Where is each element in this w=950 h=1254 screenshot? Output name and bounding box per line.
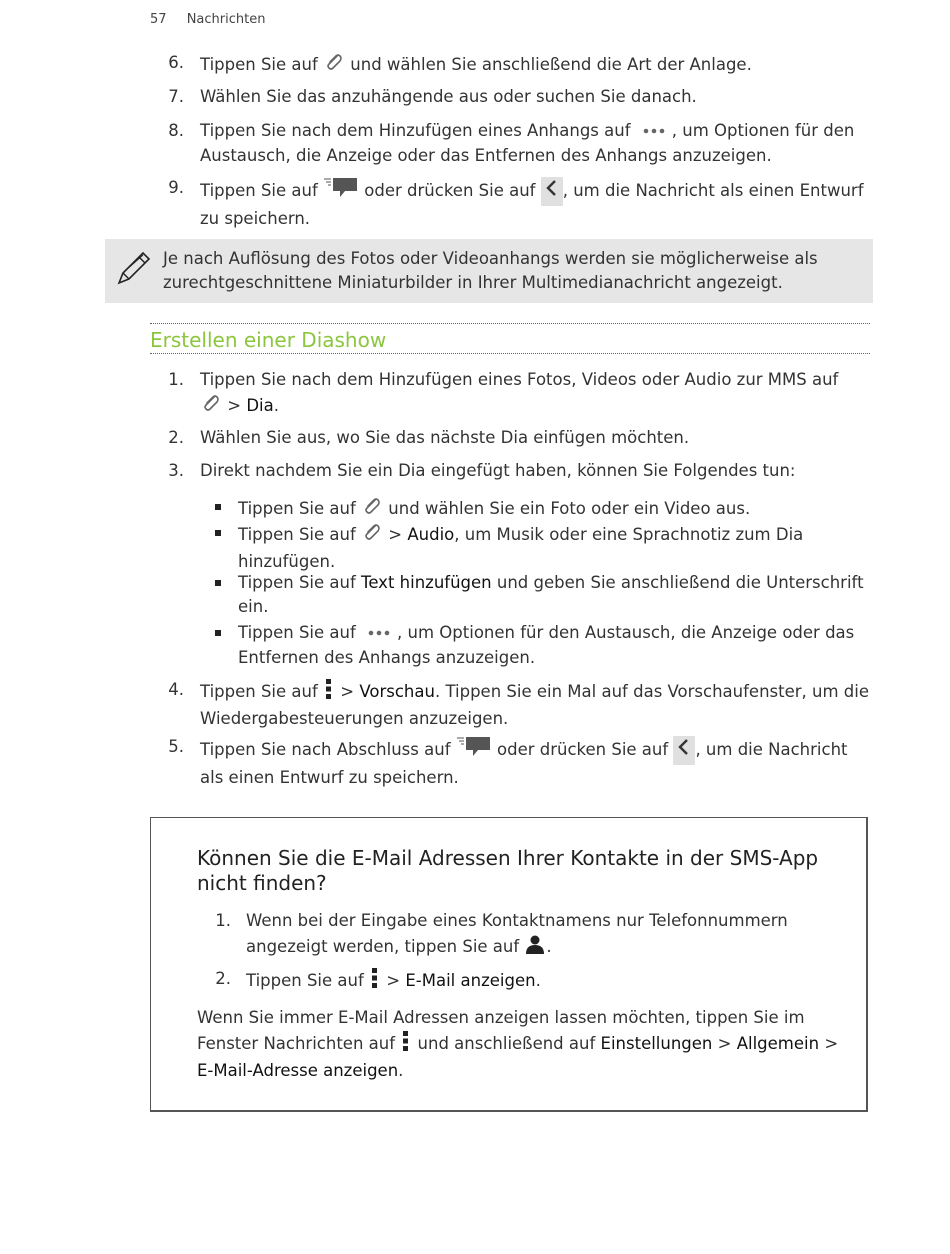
section-title: Erstellen einer Diashow xyxy=(150,328,387,352)
step-text-part: zu speichern. xyxy=(200,209,311,228)
bullet-marker xyxy=(215,630,221,636)
step-number: 3. xyxy=(168,461,184,480)
ui-term: E-Mail anzeigen xyxy=(405,971,536,990)
tip-paragraph-part: Wenn Sie immer E-Mail Adressen anzeigen lassen möchten, tippen Sie im xyxy=(197,1008,805,1027)
bullet-text-part: Tippen Sie auf xyxy=(238,573,362,592)
step-number: 6. xyxy=(168,53,184,72)
bullet-text-part: und geben Sie anschließend die Unterschrift xyxy=(491,573,864,592)
step-text-part: Tippen Sie auf xyxy=(200,682,324,701)
tip-step-text-part: . xyxy=(546,937,552,956)
tip-step-number: 1. xyxy=(215,911,231,930)
step-text xyxy=(200,176,890,231)
note-text xyxy=(163,247,863,295)
bullet-text-part: Tippen Sie auf xyxy=(238,525,362,544)
step-text-part: Austausch, die Anzeige oder das Entfernen des Anhangs anzuzeigen. xyxy=(200,145,772,165)
tip-paragraph-part: > xyxy=(819,1034,839,1053)
ui-term: Text hinzufügen xyxy=(361,573,492,592)
section-divider-top xyxy=(150,323,870,324)
tip-paragraph xyxy=(197,1006,857,1083)
tip-box xyxy=(150,817,868,1112)
section-divider-bottom xyxy=(150,353,870,354)
ui-term: Allgemein xyxy=(736,1034,820,1053)
tip-step-text-part: angezeigt werden, tippen Sie auf xyxy=(246,937,525,956)
step-text-part: , um Optionen für den xyxy=(671,121,855,140)
step-text-part: > xyxy=(222,396,247,415)
tip-step-text xyxy=(246,909,846,962)
step-text-part: , um die Nachricht als einen Entwurf xyxy=(562,181,864,200)
note-line: Je nach Auflösung des Fotos oder Videoanhangs werden sie möglicherweise als xyxy=(163,249,818,268)
bullet-text-part: hinzufügen. xyxy=(238,552,336,571)
note-box xyxy=(105,239,873,303)
bullet-text xyxy=(238,571,888,619)
bullet-text-part: Tippen Sie auf xyxy=(238,623,362,642)
contact-icon xyxy=(524,933,546,962)
tip-paragraph-part: Fenster Nachrichten auf xyxy=(197,1034,401,1053)
ui-term: E-Mail-Adresse anzeigen xyxy=(197,1061,399,1080)
step-text-part: > xyxy=(335,682,360,701)
step-text: Wählen Sie das anzuhängende aus oder suchen Sie danach. xyxy=(200,87,697,106)
ui-term: Audio xyxy=(407,525,455,544)
bullet-text xyxy=(238,495,750,524)
bullet-marker xyxy=(215,530,221,536)
step-text-part: und wählen Sie anschließend die Art der Anlage. xyxy=(345,55,752,74)
step-text-part: , um die Nachricht xyxy=(695,740,848,759)
tip-step-text-part: > xyxy=(381,971,406,990)
chapter-title: Nachrichten xyxy=(186,12,266,27)
paperclip-icon xyxy=(323,51,345,80)
bullet-text xyxy=(238,621,878,670)
step-text-part: oder drücken Sie auf xyxy=(491,740,674,759)
paperclip-icon xyxy=(200,392,222,421)
bullet-text-part: , um Optionen für den Austausch, die Anzeige oder das xyxy=(397,623,855,642)
step-number: 1. xyxy=(168,370,184,389)
step-number: 8. xyxy=(168,121,184,140)
step-text-part: oder drücken Sie auf xyxy=(359,181,541,200)
paperclip-icon xyxy=(361,495,383,524)
step-text-part: Tippen Sie nach dem Hinzufügen eines Anhangs auf xyxy=(200,121,636,140)
step-text xyxy=(200,735,890,790)
tip-step-text-part: . xyxy=(535,971,541,990)
bullet-text-part: Entfernen des Anhangs anzuzeigen. xyxy=(238,647,536,667)
step-text: Direkt nachdem Sie ein Dia eingefügt haben, können Sie Folgendes tun: xyxy=(200,461,796,480)
tip-paragraph-part: > xyxy=(712,1034,737,1053)
ui-term: Dia xyxy=(246,396,274,415)
bullet-text-part: ein. xyxy=(238,597,269,616)
step-number: 9. xyxy=(168,178,184,197)
bullet-marker xyxy=(215,580,221,586)
page-header xyxy=(150,8,265,32)
ui-term: Einstellungen xyxy=(600,1034,713,1053)
tip-box-title: Können Sie die E-Mail Adressen Ihrer Kontakte in der SMS-App nicht finden? xyxy=(197,846,819,895)
step-number: 5. xyxy=(168,737,184,756)
tip-step-number: 2. xyxy=(215,969,231,988)
menu-icon xyxy=(369,967,381,996)
step-text-part: . Tippen Sie ein Mal auf das Vorschaufenster, um die xyxy=(434,682,870,701)
note-line: zurechtgeschnittene Miniaturbilder in Ihrer Multimedianachricht angezeigt. xyxy=(163,273,783,292)
step-text-part: Tippen Sie auf xyxy=(200,181,324,200)
tip-step-text xyxy=(246,967,846,996)
bullet-text-part: und wählen Sie ein Foto oder ein Video aus. xyxy=(383,499,751,518)
menu-icon xyxy=(400,1030,412,1059)
page-number: 57 xyxy=(150,12,167,27)
save-draft-icon xyxy=(323,176,359,207)
pencil-icon xyxy=(113,249,153,296)
step-text-part: Tippen Sie nach Abschluss auf xyxy=(200,740,456,759)
save-draft-icon xyxy=(456,735,492,766)
step-text xyxy=(200,51,752,80)
bullet-text-part: > xyxy=(383,525,408,544)
back-icon xyxy=(673,736,695,765)
step-number: 2. xyxy=(168,428,184,447)
step-text xyxy=(200,368,880,421)
bullet-marker xyxy=(215,504,221,510)
tip-step-text-part: Tippen Sie auf xyxy=(246,971,370,990)
step-text xyxy=(200,119,880,168)
tip-paragraph-part: und anschließend auf xyxy=(412,1034,601,1053)
paperclip-icon xyxy=(361,521,383,550)
step-text-part: als einen Entwurf zu speichern. xyxy=(200,768,459,787)
step-number: 4. xyxy=(168,680,184,699)
menu-icon xyxy=(323,678,335,707)
step-text: Wählen Sie aus, wo Sie das nächste Dia einfügen möchten. xyxy=(200,428,690,447)
more-options-icon xyxy=(636,120,672,144)
bullet-text-part: , um Musik oder eine Sprachnotiz zum Dia xyxy=(454,525,804,544)
bullet-text-part: Tippen Sie auf xyxy=(238,499,362,518)
more-options-icon xyxy=(361,622,397,646)
back-icon xyxy=(541,177,563,206)
step-number: 7. xyxy=(168,87,184,106)
step-text xyxy=(200,678,890,731)
step-text-part: Tippen Sie auf xyxy=(200,55,324,74)
tip-paragraph-part: . xyxy=(398,1061,404,1080)
bullet-text xyxy=(238,521,878,574)
step-text-part: Wiedergabesteuerungen anzuzeigen. xyxy=(200,709,509,728)
ui-term: Vorschau xyxy=(359,682,435,701)
step-text-part: Tippen Sie nach dem Hinzufügen eines Fotos, Videos oder Audio zur MMS auf xyxy=(200,370,839,389)
tip-step-text-part: Wenn bei der Eingabe eines Kontaktnamens nur Telefonnummern xyxy=(246,911,788,930)
step-text-part: . xyxy=(273,396,279,415)
